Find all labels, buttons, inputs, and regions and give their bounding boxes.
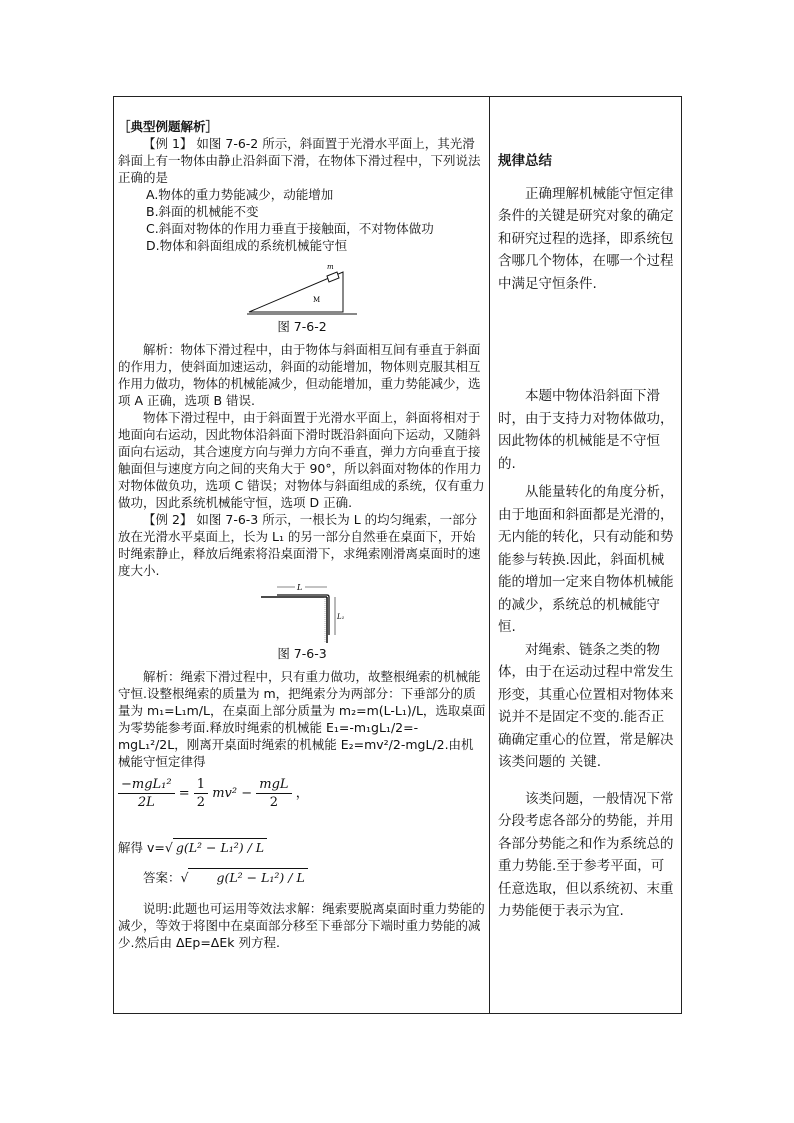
summary-column <box>498 150 676 923</box>
summary-paragraph-4: 对绳索、链条之类的物体，由于在运动过程中常发生形变，其重心位置相对物体来说并不是固定不变的.能否正确确定重心的位置，常是解决该类问题的 关键. <box>498 641 674 770</box>
summary-paragraph-1: 正确理解机械能守恒定律条件的关键是研究对象的确定和研究过程的选择，即系统包含哪几个物体，在哪一个过程中满足守恒条件. <box>498 185 674 292</box>
example-1-analysis-1: 解析：物体下滑过程中，由于物体与斜面相互间有垂直于斜面的作用力，使斜面加速运动，斜面的动能增加，物体则克服其相互作用力做功，物体的机械能减少，但动能增加，重力势能减少，选项 A 正确，选项 B 错误. <box>118 342 481 408</box>
summary-paragraph-3: 从能量转化的角度分析，由于地面和斜面都是光滑的，无内能的转化，只有动能和势能参与转换.因此，斜面机械能的增加一定来自物体机械能的减少，系统总的机械能守恒. <box>498 484 674 635</box>
example-1-analysis-2: 物体下滑过程中，由于斜面置于光滑水平面上，斜面将相对于地面向右运动，因此物体沿斜面下滑时既沿斜面向下运动，又随斜面向右运动，其合速度方向与弹力方向不垂直，弹力方向垂直于接触面但与速度方向之间的夹角大于 90°，所以斜面对物体的作用力对物体做负功，选项 C 错误；对物体与斜面组成的系统，仅有重力做功，因此系统机械能守恒，选项 D 正确. <box>118 410 485 510</box>
option-c: C.斜面对物体的作用力垂直于接触面，不对物体做功 <box>146 221 434 236</box>
method-note: 说明:此题也可运用等效法求解：绳索要脱离桌面时重力势能的减少，等效于将图中在桌面部分移至下垂部分下端时重力势能的减少.然后由 ΔEp=ΔEk 列方程. <box>118 901 485 950</box>
equation-half-fraction: $\frac{1}{2}$ <box>194 776 208 811</box>
equation-lhs-fraction: $\frac{\text{−mgL₁²}}{2L}$ <box>118 776 175 811</box>
energy-equation: $\frac{\text{−mgL₁²}}{2L}$ = $\frac{1}{2}$ mv² − $\frac{\text{mgL}}{2}$ ， <box>118 776 486 832</box>
answer-line: 答案：√ g(L² − L₁²) / L <box>118 868 486 886</box>
incline-figure <box>247 256 357 316</box>
label-L1: L₁ <box>337 613 345 621</box>
solution-line: 解得 v=√ g(L² − L₁²) / L <box>118 838 486 856</box>
spacer <box>498 295 676 385</box>
rope <box>277 595 329 635</box>
rope-figure <box>259 581 345 643</box>
summary-paragraph-5: 该类问题，一般情况下常分段考虑各部分的势能，并用各部分势能之和作为系统总的重力势能.至于参考平面，可任意选取，但以系统初、末重力势能便于表示为宜. <box>498 790 674 919</box>
sliding-block <box>327 272 339 282</box>
label-M: M <box>313 296 321 304</box>
column-divider <box>489 96 490 1014</box>
solution-radical: g(L² − L₁²) / L <box>173 838 267 856</box>
section-title: ［典型例题解析］ <box>118 119 219 134</box>
summary-paragraph-2: 本题中物体沿斜面下滑时，由于支持力对物体做功，因此物体的机械能是不守恒的. <box>498 388 674 472</box>
option-b: B.斜面的机械能不变 <box>146 204 259 219</box>
example-1-label: 【例 1】 <box>143 136 193 151</box>
option-a: A.物体的重力势能减少，动能增加 <box>146 187 334 202</box>
example-1-question <box>118 135 486 186</box>
label-m: m <box>327 263 334 271</box>
example-column <box>118 118 486 951</box>
summary-title: 规律总结 <box>498 153 552 169</box>
equation-rhs-fraction: $\frac{\text{mgL}}{2}$ <box>256 776 291 811</box>
example-1-text: 如图 7-6-2 所示，斜面置于光滑水平面上，其光滑斜面上有一物体由静止沿斜面下滑，在物体下滑过程中，下列说法正确的是 <box>118 136 481 185</box>
example-2-question <box>118 511 486 579</box>
example-2-analysis: 解析：绳索下滑过程中，只有重力做功，故整根绳索的机械能守恒.设整根绳索的质量为 m，把绳索分为两部分：下垂部分的质量为 m₁=L₁m/L，在桌面上部分质量为 m₂=m(L-L₁)/L，选取桌面为零势能参考面.释放时绳索的机械能 E₁=-m₁gL₁/2=-mgL₁²/2L，刚离开桌面时绳索的机械能 E₂=mv²/2-mgL/2.由机械能守恒定律得 <box>118 669 486 769</box>
example-2-text: 如图 7-6-3 所示，一根长为 L 的均匀绳索，一部分放在光滑水平桌面上，长为 L₁ 的另一部分自然垂在桌面下，开始时绳索静止，释放后绳索将沿桌面滑下，求绳索刚滑离桌面时的速度大小. <box>118 512 481 578</box>
example-2-label: 【例 2】 <box>143 512 193 527</box>
option-d: D.物体和斜面组成的系统机械能守恒 <box>146 238 348 253</box>
answer-radical: g(L² − L₁²) / L <box>188 868 307 886</box>
figure-7-6-3-caption: 图 7-6-3 <box>277 646 327 661</box>
figure-7-6-2-caption: 图 7-6-2 <box>277 319 327 334</box>
label-L: L <box>297 583 303 592</box>
